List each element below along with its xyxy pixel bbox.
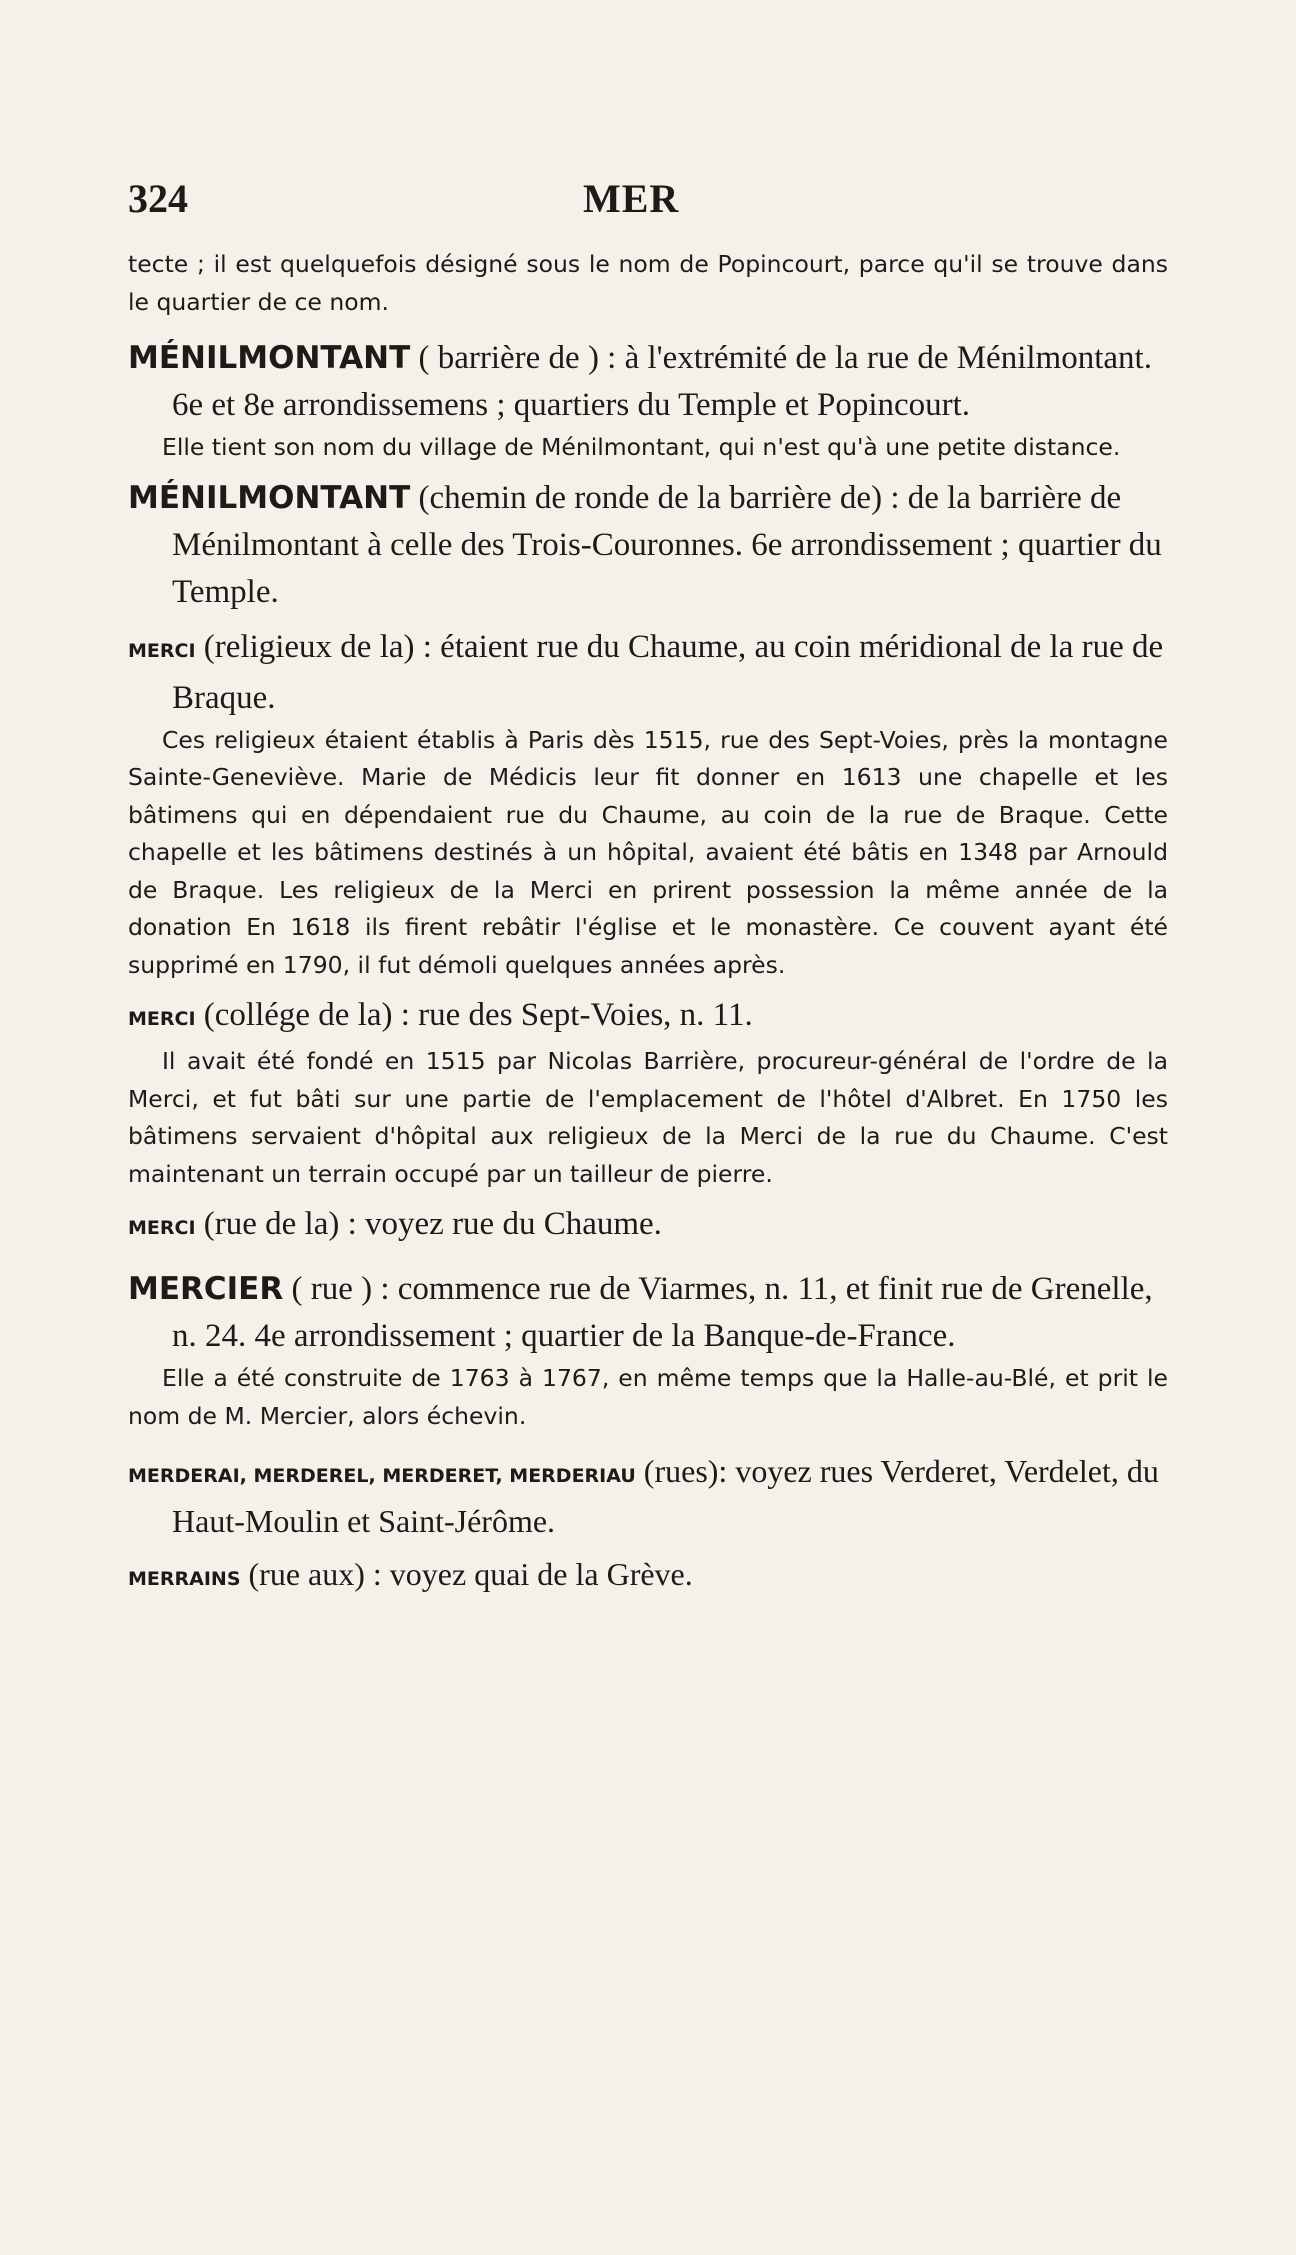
entry-headword: MERCI [128, 1008, 196, 1030]
entry-menilmontant-chemin [128, 475, 1168, 616]
entry-headword: MERCI [128, 639, 196, 662]
entry-text: (collége de la) : rue des Sept-Voies, n. 11. [203, 997, 753, 1033]
entry-text: (rues): voyez rues Verderet, Verdelet, du Haut-Moulin et Saint-Jérôme. [172, 1453, 1159, 1539]
entry-merci-religieux [128, 624, 1168, 722]
entry-note: Il avait été fondé en 1515 par Nicolas Barrière, procureur-général de l'ordre de la Merci, et fut bâti sur une partie de l'emplacement de l'hôtel d'Albret. En 1750 les bâtimens servaient d'hôpital aux religieux de la Merci de la rue du Chaume. C'est maintenant un terrain occupé par un tailleur de pierre. [128, 1047, 1168, 1188]
entry-headword: MÉNILMONTANT [128, 340, 411, 376]
entry-merrains [128, 1552, 1168, 1602]
entry-headword: MÉNILMONTANT [128, 479, 411, 516]
text-column [128, 246, 1168, 1602]
entry-text: (chemin de ronde de la barrière de) : de la barrière de Ménilmontant à celle des Trois-Couronnes. 6e arrondissement ; quartier du Temple. [172, 479, 1162, 610]
entry-text: (rue de la) : voyez rue du Chaume. [203, 1206, 662, 1242]
entry-mercier [128, 1266, 1168, 1360]
entry-text: ( barrière de ) : à l'extrémité de la rue de Ménilmontant. 6e et 8e arrondissemens ; quartiers du Temple et Popincourt. [172, 340, 1152, 423]
entry-note: Ces religieux étaient établis à Paris dès 1515, rue des Sept-Voies, près la montagne Sainte-Geneviève. Marie de Médicis leur fit donner en 1613 une chapelle et les bâtimens qui en dépendaient rue du Chaume, au coin de la rue de Braque. Cette chapelle et les bâtimens destinés à un hôpital, avaient été bâtis en 1348 par Arnould de Braque. Les religieux de la Merci en prirent possession la même année de la donation En 1618 ils firent rebâtir l'église et le monastère. Ce couvent ayant été supprimé en 1790, il fut démoli quelques années après. [128, 725, 1168, 979]
entry-menilmontant-barriere [128, 335, 1168, 429]
page-number: 324 [128, 176, 188, 221]
entry-headword: MERCI [128, 1217, 196, 1239]
entry-headword: MERRAINS [128, 1568, 241, 1590]
page-header [128, 175, 1168, 225]
running-head: MER [583, 176, 680, 221]
continuation-paragraph: tecte ; il est quelquefois désigné sous le nom de Popincourt, parce qu'il se trouve dans le quartier de ce nom. [128, 250, 1168, 316]
entry-text: (religieux de la) : étaient rue du Chaume, au coin méridional de la rue de Braque. [172, 628, 1164, 716]
entry-note: Elle tient son nom du village de Ménilmontant, qui n'est qu'à une petite distance. [162, 433, 1121, 461]
entry-text: (rue aux) : voyez quai de la Grève. [248, 1556, 693, 1592]
entry-merderai [128, 1449, 1168, 1544]
entry-headword: MERDERAI, MERDEREL, MERDERET, MERDERIAU [128, 1465, 636, 1487]
entry-note: Elle a été construite de 1763 à 1767, en même temps que la Halle-au-Blé, et prit le nom de M. Mercier, alors échevin. [128, 1364, 1168, 1430]
entry-text: ( rue ) : commence rue de Viarmes, n. 11, et finit rue de Grenelle, n. 24. 4e arrondissement ; quartier de la Banque-de-France. [172, 1271, 1153, 1354]
entry-merci-college [128, 992, 1168, 1043]
entry-merci-rue [128, 1201, 1168, 1252]
entry-headword: MERCIER [128, 1271, 284, 1307]
